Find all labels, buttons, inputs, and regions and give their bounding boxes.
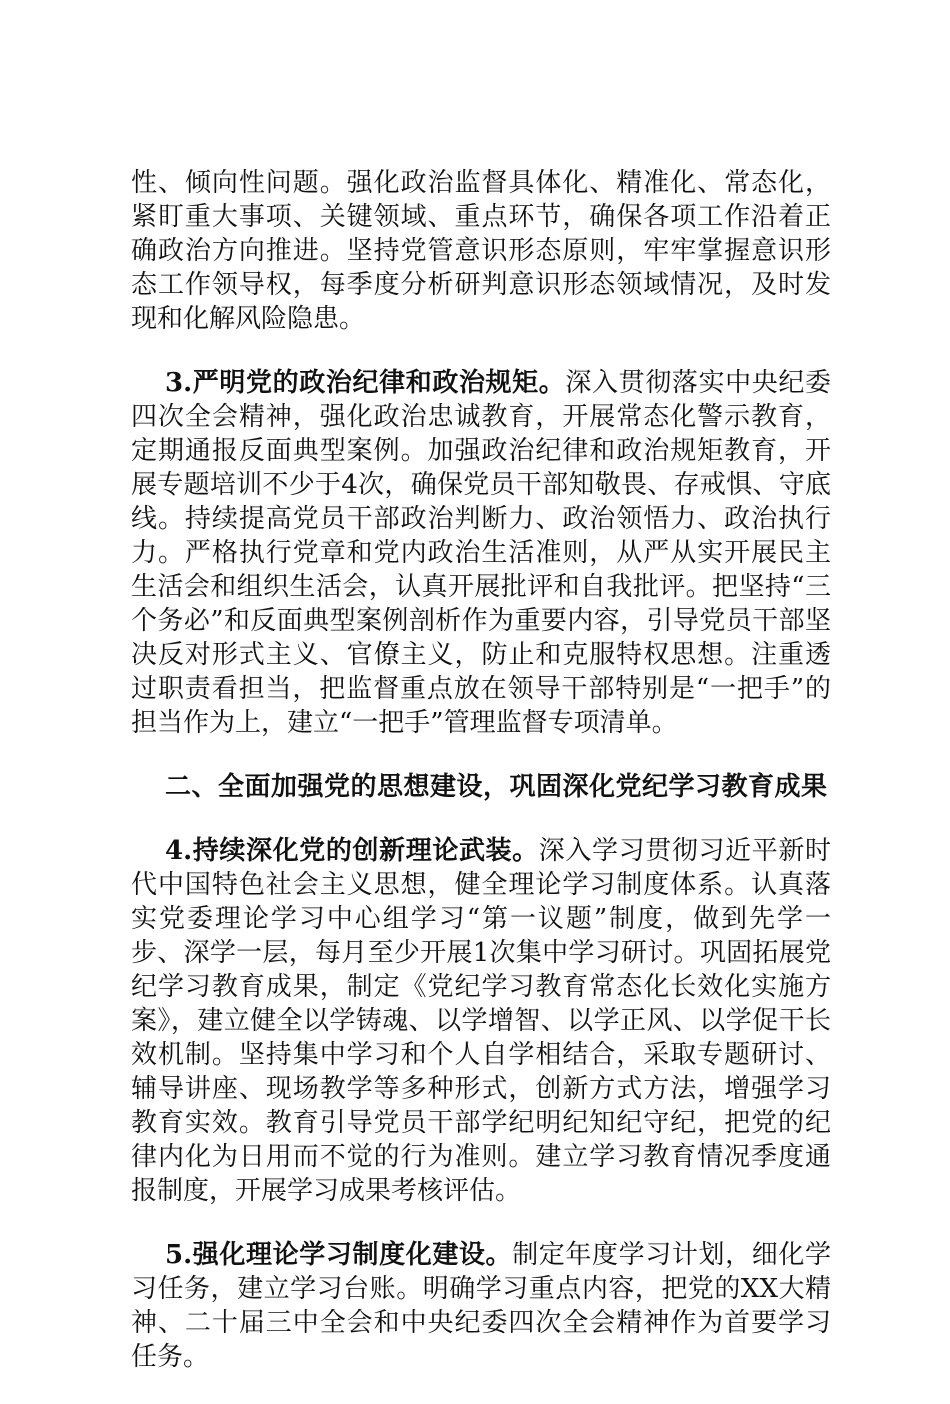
paragraph-item-3 xyxy=(131,366,831,740)
paragraph-lead: 3.严明党的政治纪律和政治规矩。 xyxy=(165,368,566,398)
paragraph-text: 性、倾向性问题。强化政治监督具体化、精准化、常态化，紧盯重大事项、关键领域、重点环节，确保各项工作沿着正确政治方向推进。坚持党管意识形态原则，牢牢掌握意识形态工作领导权，每季度分析研判意识形态领域情况，及时发现和化解风险隐患。 xyxy=(131,168,831,334)
section-heading: 二、全面加强党的思想建设，巩固深化党纪学习教育成果 xyxy=(165,772,828,802)
paragraph-text: 深入贯彻落实中央纪委四次全会精神，强化政治忠诚教育，开展常态化警示教育，定期通报反面典型案例。加强政治纪律和政治规矩教育，开展专题培训不少于4次，确保党员干部知敬畏、存戒惧、守底线。持续提高党员干部政治判断力、政治领悟力、政治执行力。严格执行党章和党内政治生活准则，从严从实开展民主生活会和组织生活会，认真开展批评和自我批评。把坚持“三个务必”和反面典型案例剖析作为重要内容，引导党员干部坚决反对形式主义、官僚主义，防止和克服特权思想。注重透过职责看担当，把监督重点放在领导干部特别是“一把手”的担当作为上，建立“一把手”管理监督专项清单。 xyxy=(131,368,831,738)
paragraph-item-5 xyxy=(131,1238,831,1374)
document-body xyxy=(131,166,831,1404)
paragraph-lead: 5.强化理论学习制度化建设。 xyxy=(165,1240,513,1270)
paragraph-continuation xyxy=(131,166,831,336)
paragraph-item-4 xyxy=(131,834,831,1208)
paragraph-text: 深入学习贯彻习近平新时代中国特色社会主义思想，健全理论学习制度体系。认真落实党委理论学习中心组学习“第一议题”制度，做到先学一步、深学一层，每月至少开展1次集中学习研讨。巩固拓展党纪学习教育成果，制定《党纪学习教育常态化长效化实施方案》，建立健全以学铸魂、以学增智、以学正风、以学促干长效机制。坚持集中学习和个人自学相结合，采取专题研讨、辅导讲座、现场教学等多种形式，创新方式方法，增强学习教育实效。教育引导党员干部学纪明纪知纪守纪，把党的纪律内化为日用而不觉的行为准则。建立学习教育情况季度通报制度，开展学习成果考核评估。 xyxy=(131,836,831,1206)
paragraph-lead: 4.持续深化党的创新理论武装。 xyxy=(165,836,539,866)
paragraph-text: 制定年度学习计划，细化学习任务，建立学习台账。明确学习重点内容，把党的XX大精神、二十届三中全会和中央纪委四次全会精神作为首要学习任务。 xyxy=(131,1240,831,1372)
